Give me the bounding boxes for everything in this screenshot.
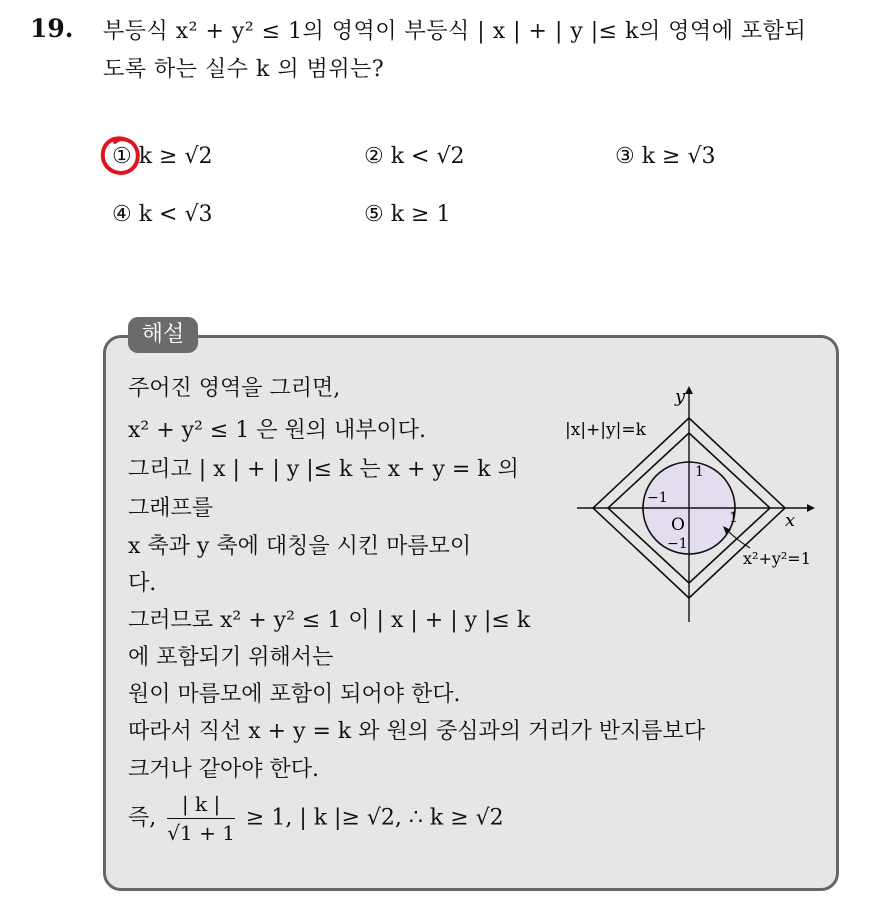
selected-answer-mark <box>97 132 145 180</box>
y-axis-label: y <box>675 386 686 407</box>
fraction-denominator: √1 + 1 <box>167 821 235 845</box>
fraction-numerator: | k | <box>167 792 235 819</box>
solution-line-2: x² + y² ≤ 1 은 원의 내부이다. <box>128 418 427 443</box>
solution-line-10: 따라서 직선 x + y = k 와 원의 중심과의 거리가 반지름보다 <box>128 719 706 744</box>
solution-final-line <box>128 792 504 845</box>
x-axis-label: x <box>785 510 796 531</box>
solution-line-4: 그래프를 <box>128 496 214 521</box>
option-4[interactable]: ④ k < √3 <box>112 202 213 227</box>
circle-equation-label: x²+y²=1 <box>743 549 811 568</box>
solution-line-6: 다. <box>128 571 157 596</box>
solution-line-3: 그리고 | x | + | y |≤ k 는 x + y = k 의 <box>128 457 519 482</box>
final-suffix: ≥ 1, | k |≥ √2, ∴ k ≥ √2 <box>245 805 504 831</box>
solution-graph <box>555 380 835 630</box>
diamond-equation-label: |x|+|y|=k <box>565 420 646 440</box>
solution-line-1: 주어진 영역을 그리면, <box>128 376 341 401</box>
solution-line-8: 에 포함되기 위해서는 <box>128 645 334 670</box>
question-text-line-1: 부등식 x² + y² ≤ 1의 영역이 부등식 | x | + | y |≤ k의 영역에 포함되 <box>103 19 807 44</box>
solution-tag: 해설 <box>128 317 198 353</box>
option-3[interactable]: ③ k ≥ √3 <box>615 144 716 169</box>
solution-line-5: x 축과 y 축에 대칭을 시킨 마름모이 <box>128 534 472 559</box>
origin-label: O <box>671 515 685 535</box>
solution-line-11: 크거나 같아야 한다. <box>128 757 319 782</box>
tick-label-1-x: 1 <box>729 510 738 526</box>
option-1[interactable]: ① k ≥ √2 <box>112 144 213 169</box>
solution-line-7: 그러므로 x² + y² ≤ 1 이 | x | + | y |≤ k <box>128 608 531 633</box>
option-5[interactable]: ⑤ k ≥ 1 <box>364 202 451 227</box>
final-prefix: 즉, <box>128 805 157 831</box>
option-2[interactable]: ② k < √2 <box>364 144 465 169</box>
tick-label-neg1-x: −1 <box>647 490 668 506</box>
solution-line-9: 원이 마름모에 포함이 되어야 한다. <box>128 682 461 707</box>
x-axis-arrow <box>807 504 815 512</box>
question-text-line-2: 도록 하는 실수 k 의 범위는? <box>103 57 385 82</box>
tick-label-neg1-y: −1 <box>667 536 688 552</box>
y-axis-arrow <box>685 386 693 394</box>
distance-fraction <box>167 792 235 845</box>
question-number: 19. <box>30 14 74 43</box>
tick-label-1-y: 1 <box>695 464 704 480</box>
